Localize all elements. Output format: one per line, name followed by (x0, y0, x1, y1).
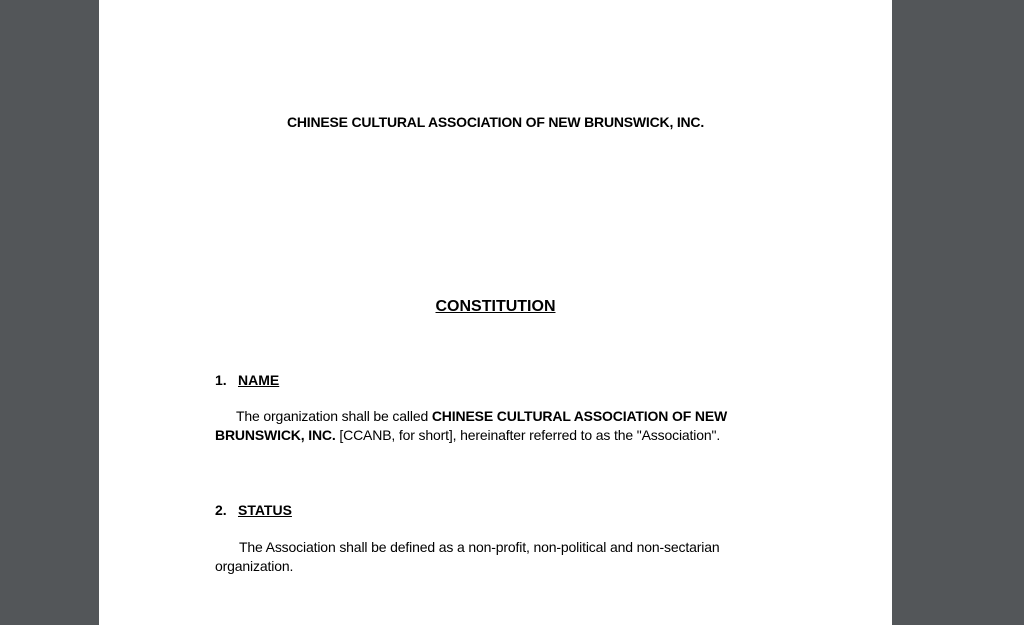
section-1-paragraph (215, 407, 775, 445)
organization-title: CHINESE CULTURAL ASSOCIATION OF NEW BRUNSWICK, INC. (286, 114, 705, 130)
section-2-heading (215, 501, 292, 519)
section-2-text: The Association shall be defined as a non-profit, non-political and non-sectarian organization. (215, 539, 720, 574)
section-2-number: 2. (215, 502, 227, 518)
section-1-number: 1. (215, 372, 227, 388)
document-title: CONSTITUTION (435, 298, 556, 315)
section-1-text-after: [CCANB, for short], hereinafter referred to as the "Association". (335, 427, 721, 443)
section-1-heading (215, 371, 279, 389)
section-2-title: STATUS (238, 502, 292, 518)
section-1-title: NAME (238, 372, 280, 388)
section-2-paragraph (215, 538, 775, 576)
section-1-text-before: The organization shall be called (236, 408, 432, 424)
section-1-text-bold: CHINESE CULTURAL ASSOCIATION OF NEW BRUNSWICK, INC. (215, 408, 728, 443)
document-page (99, 0, 892, 625)
